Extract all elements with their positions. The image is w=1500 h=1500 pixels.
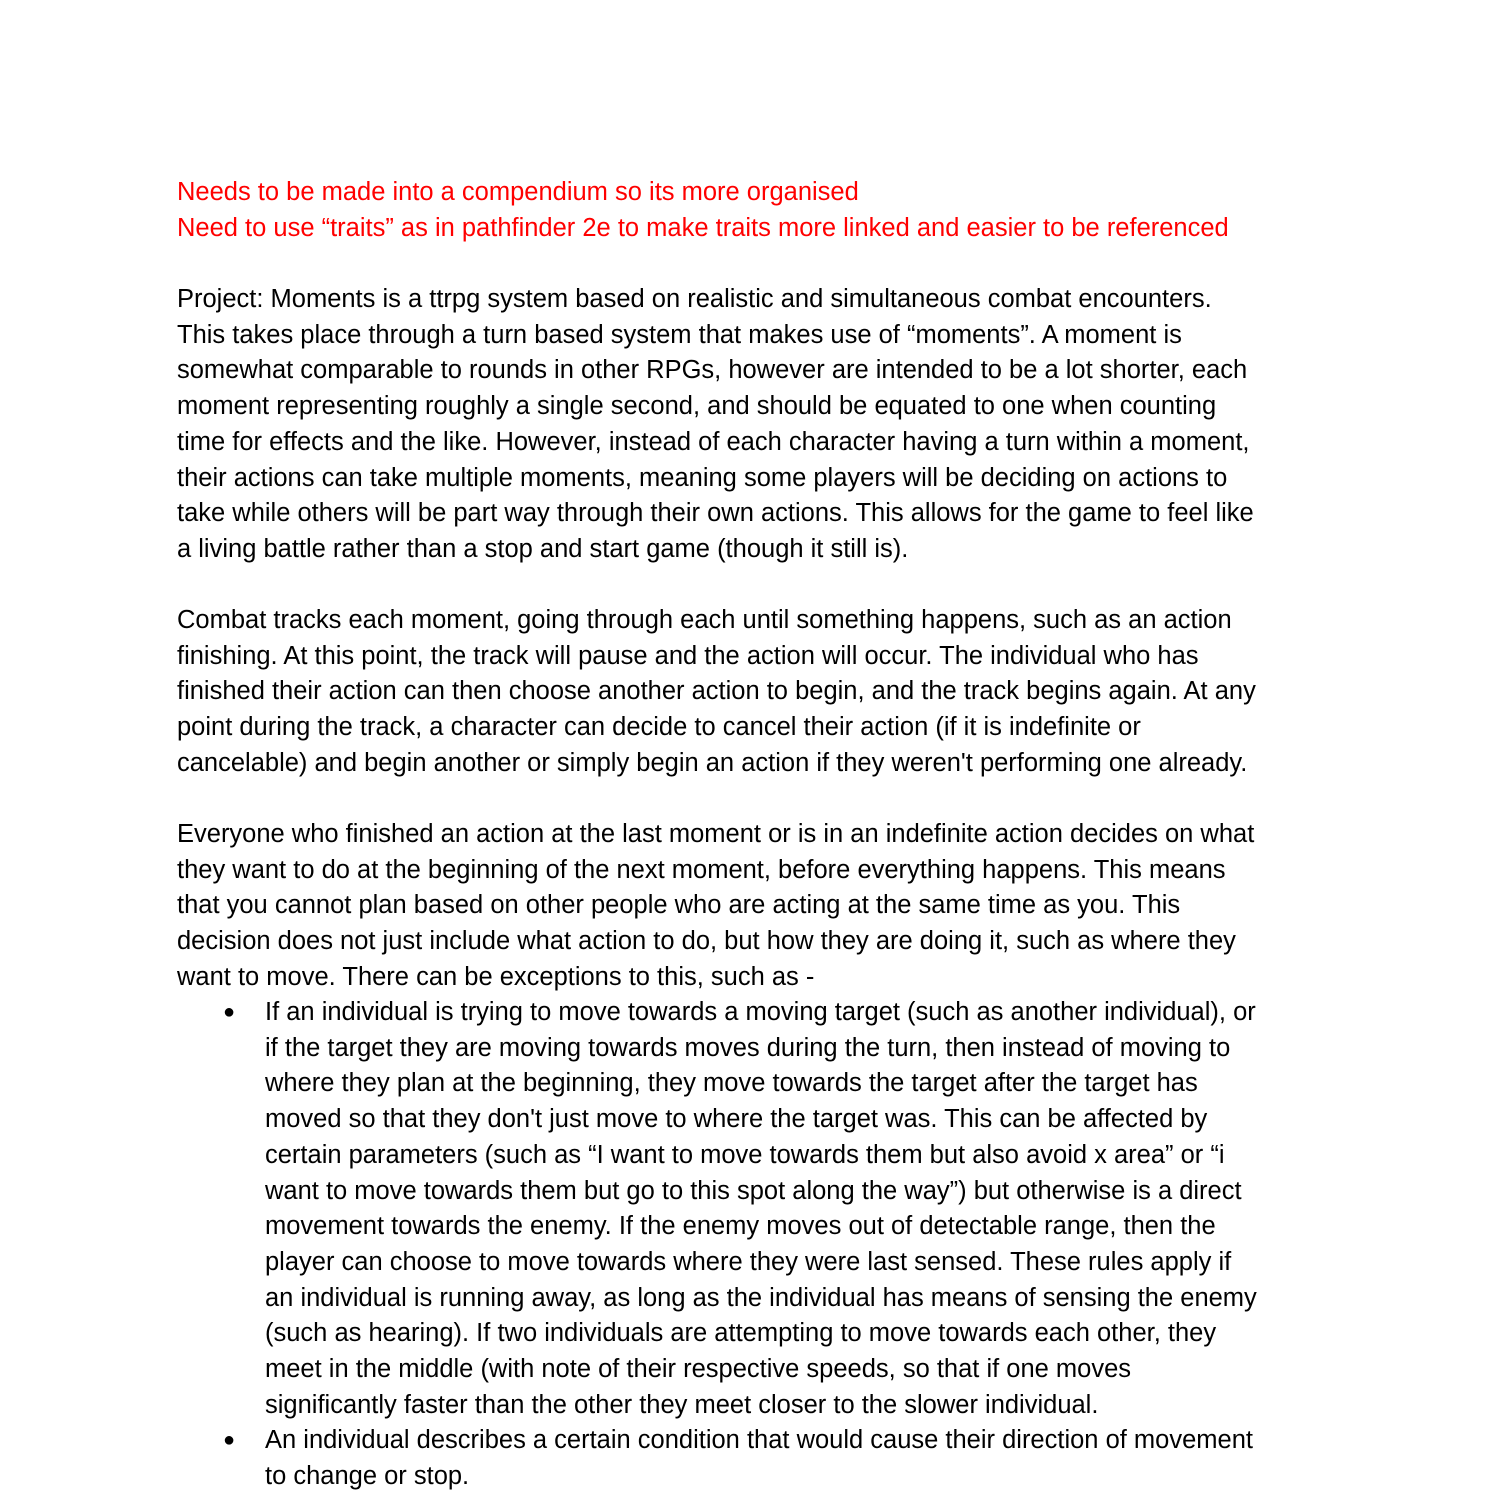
text-line: time for effects and the like. However, instead of each character having a turn within a moment, xyxy=(177,427,1250,456)
text-line: moved so that they don't just move to where the target was. This can be affected by xyxy=(265,1105,1208,1134)
bullet-icon: ● xyxy=(223,1429,236,1452)
text-line: if the target they are moving towards moves during the turn, then instead of moving to xyxy=(265,1033,1231,1062)
text-line: cancelable) and begin another or simply begin an action if they weren't performing one already. xyxy=(177,748,1248,777)
bullet-icon: ● xyxy=(223,1001,236,1023)
text-line: to change or stop. xyxy=(265,1462,470,1491)
text-line: Combat tracks each moment, going through each until something happens, such as an action xyxy=(177,606,1232,634)
text-line: (such as hearing). If two individuals are attempting to move towards each other, they xyxy=(265,1319,1217,1348)
note-line: Need to use “traits” as in pathfinder 2e to make traits more linked and easier to be referenced xyxy=(177,213,1229,242)
text-line: decision does not just include what action to do, but how they are doing it, such as where they xyxy=(177,927,1236,956)
revision-notes xyxy=(177,175,1229,246)
note-line: Needs to be made into a compendium so its more organised xyxy=(177,178,859,206)
exceptions-list xyxy=(177,995,1257,1495)
paragraph-decisions xyxy=(177,817,1254,996)
text-line: they want to do at the beginning of the next moment, before everything happens. This means xyxy=(177,855,1226,884)
text-line: Project: Moments is a ttrpg system based on realistic and simultaneous combat encounters. xyxy=(177,285,1212,313)
text-line: somewhat comparable to rounds in other RPGs, however are intended to be a lot shorter, each xyxy=(177,356,1248,385)
text-line: movement towards the enemy. If the enemy moves out of detectable range, then the xyxy=(265,1212,1216,1241)
paragraph-combat-track xyxy=(177,603,1256,782)
text-line: certain parameters (such as “I want to move towards them but also avoid x area” or “i xyxy=(265,1140,1225,1169)
text-line: This takes place through a turn based system that makes use of “moments”. A moment is xyxy=(177,320,1182,349)
paragraph-intro xyxy=(177,282,1254,568)
text-line: point during the track, a character can decide to cancel their action (if it is indefinite or xyxy=(177,713,1141,742)
list-item xyxy=(177,995,1257,1423)
list-item xyxy=(177,1423,1257,1494)
text-line: player can choose to move towards where they were last sensed. These rules apply if xyxy=(265,1247,1232,1276)
text-line: significantly faster than the other they meet closer to the slower individual. xyxy=(265,1390,1099,1419)
text-line: meet in the middle (with note of their respective speeds, so that if one moves xyxy=(265,1355,1132,1384)
text-line: an individual is running away, as long as the individual has means of sensing the enemy xyxy=(265,1283,1257,1312)
text-line: want to move towards them but go to this spot along the way”) but otherwise is a direct xyxy=(265,1176,1242,1205)
text-line: finishing. At this point, the track will pause and the action will occur. The individual who has xyxy=(177,641,1199,670)
text-line: that you cannot plan based on other people who are acting at the same time as you. This xyxy=(177,891,1181,920)
text-line: An individual describes a certain condition that would cause their direction of movement xyxy=(265,1426,1253,1455)
text-line: If an individual is trying to move towards a moving target (such as another individual), or xyxy=(265,998,1256,1026)
text-line: finished their action can then choose another action to begin, and the track begins again. At any xyxy=(177,677,1256,706)
text-line: their actions can take multiple moments, meaning some players will be deciding on actions to xyxy=(177,463,1228,492)
text-line: Everyone who finished an action at the last moment or is in an indefinite action decides on what xyxy=(177,820,1255,848)
text-line: take while others will be part way through their own actions. This allows for the game to feel like xyxy=(177,499,1254,528)
text-line: want to move. There can be exceptions to this, such as - xyxy=(177,962,815,991)
text-line: moment representing roughly a single second, and should be equated to one when counting xyxy=(177,392,1217,421)
text-line: a living battle rather than a stop and start game (though it still is). xyxy=(177,534,909,563)
text-line: where they plan at the beginning, they move towards the target after the target has xyxy=(265,1069,1198,1098)
